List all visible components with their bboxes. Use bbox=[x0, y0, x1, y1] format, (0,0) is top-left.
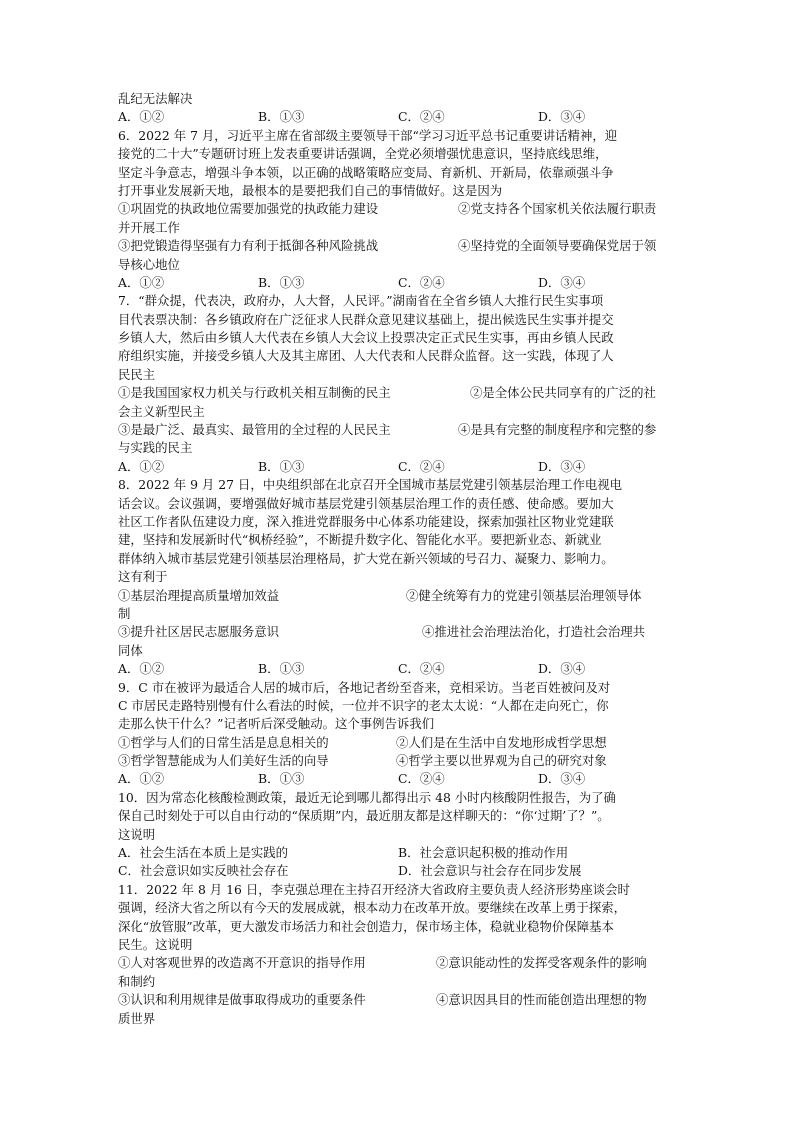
choice-a: A．社会生活在本质上是实践的 bbox=[118, 845, 289, 861]
stem-line: 乡镇人大，然后由乡镇人大代表在乡镇人大会议上投票决定正式民生实事，再由乡镇人民政 bbox=[118, 330, 614, 346]
statement-2: ②党支持各个国家机关依法履行职责 bbox=[458, 201, 657, 217]
question-6 bbox=[118, 127, 680, 293]
statement-3: ③认识和利用规律是做事取得成功的重要条件 bbox=[118, 992, 366, 1008]
option-c: C．②④ bbox=[398, 771, 445, 787]
statement-row bbox=[118, 237, 680, 255]
option-c: C．②④ bbox=[398, 109, 445, 125]
question-8 bbox=[118, 476, 680, 678]
option-c: C．②④ bbox=[398, 661, 445, 677]
option-a: A．①② bbox=[118, 661, 165, 677]
statement-1: ①巩固党的执政地位需要加强党的执政能力建设 bbox=[118, 201, 379, 217]
exam-page bbox=[118, 90, 680, 1028]
stem-line: 11．2022 年 8 月 16 日，李克强总理在主持召开经济大省政府主要负责人经济形势座谈会时 bbox=[118, 881, 630, 897]
statement-continuation: 和制约 bbox=[118, 973, 156, 989]
option-a: A．①② bbox=[118, 771, 165, 787]
option-c: C．②④ bbox=[398, 274, 445, 290]
option-b: B．①③ bbox=[258, 109, 305, 125]
statement-continuation: 同体 bbox=[118, 642, 143, 658]
option-d: D．③④ bbox=[538, 274, 586, 290]
options-row bbox=[118, 770, 680, 788]
statement-row bbox=[118, 734, 680, 752]
option-c: C．②④ bbox=[398, 458, 445, 474]
question-7 bbox=[118, 292, 680, 476]
option-b: B．①③ bbox=[258, 661, 305, 677]
option-b: B．①③ bbox=[258, 458, 305, 474]
statement-continuation: 制 bbox=[118, 605, 131, 621]
option-d: D．③④ bbox=[538, 771, 586, 787]
statement-row bbox=[118, 954, 680, 972]
stem-line: 民生。这说明 bbox=[118, 936, 193, 952]
stem-line: 坚定斗争意志，增强斗争本领，以正确的战略策略应变局、育新机、开新局，依靠顽强斗争 bbox=[118, 164, 614, 180]
option-a: A．①② bbox=[118, 109, 165, 125]
choice-row bbox=[118, 862, 680, 880]
options-row bbox=[118, 274, 680, 292]
statement-continuation: 与实践的民主 bbox=[118, 440, 193, 456]
stem-line: 群体纳入城市基层党建引领基层治理格局，扩大党在新兴领域的号召力、凝聚力、影响力。 bbox=[118, 550, 614, 566]
stem-line: 这说明 bbox=[118, 826, 156, 842]
statement-4: ④哲学主要以世界观为自己的研究对象 bbox=[396, 753, 607, 769]
statement-row bbox=[118, 752, 680, 770]
statement-continuation: 并开展工作 bbox=[118, 219, 180, 235]
stem-line: 8．2022 年 9 月 27 日，中央组织部在北京召开全国城市基层党建引领基层治理工作电视电 bbox=[118, 477, 623, 493]
statement-2: ②健全统筹有力的党建引领基层治理领导体 bbox=[406, 587, 642, 603]
statement-continuation: 会主义新型民主 bbox=[118, 403, 205, 419]
statement-2: ②是全体公民共同享有的广泛的社 bbox=[470, 385, 656, 401]
choice-row bbox=[118, 844, 680, 862]
stem-line: C 市居民走路特别慢有什么看法的时候，一位并不识字的老太太说：“人都在走向死亡，你 bbox=[118, 697, 609, 713]
statement-3: ③提升社区居民志愿服务意识 bbox=[118, 624, 280, 640]
statement-3: ③把党锻造得坚强有力有利于抵御各种风险挑战 bbox=[118, 238, 379, 254]
stem-line: 民民主 bbox=[118, 366, 156, 382]
option-a: A．①② bbox=[118, 458, 165, 474]
stem-line: 6．2022 年 7 月，习近平主席在省部级主要领导干部“学习习近平总书记重要讲话精神，迎 bbox=[118, 127, 618, 143]
option-b: B．①③ bbox=[258, 274, 305, 290]
stem-line: 走那么快干什么？”记者听后深受触动。这个事例告诉我们 bbox=[118, 716, 435, 732]
statement-1: ①人对客观世界的改造离不开意识的指导作用 bbox=[118, 955, 366, 971]
stem-line: 社区工作者队伍建设力度，深入推进党群服务中心体系功能建设，探索加强社区物业党建联 bbox=[118, 513, 614, 529]
options-row bbox=[118, 458, 680, 476]
statement-row bbox=[118, 991, 680, 1009]
option-d: D．③④ bbox=[538, 109, 586, 125]
stem-line: 强调，经济大省之所以有今天的发展成就，根本动力在改革开放。要继续在改革上勇于探索， bbox=[118, 900, 627, 916]
question-11 bbox=[118, 881, 680, 1028]
stem-line: 接党的二十大”专题研讨班上发表重要讲话强调，全党必须增强忧患意识，坚持底线思维， bbox=[118, 146, 608, 162]
stem-line: 府组织实施，并接受乡镇人大及其主席团、人大代表和人民群众监督。这一实践，体现了人 bbox=[118, 348, 614, 364]
statement-4: ④意识因具目的性而能创造出理想的物 bbox=[436, 992, 647, 1008]
choice-d: D．社会意识与社会存在同步发展 bbox=[398, 863, 582, 879]
stem-line: 9．C 市在被评为最适合人居的城市后，各地记者纷至沓来，竞相采访。当老百姓被问及对 bbox=[118, 679, 611, 695]
statement-3: ③是最广泛、最真实、最管用的全过程的人民民主 bbox=[118, 422, 391, 438]
stem-line: 打开事业发展新天地，最根本的是要把我们自己的事情做好。这是因为 bbox=[118, 182, 503, 198]
stem-line: 乱纪无法解决 bbox=[118, 91, 193, 106]
stem-line: 目代表票决制：各乡镇政府在广泛征求人民群众意见建议基础上，提出候选民生实事并提交 bbox=[118, 311, 614, 327]
statement-4: ④坚持党的全面领导要确保党居于领 bbox=[458, 238, 657, 254]
statement-2: ②意识能动性的发挥受客观条件的影响 bbox=[436, 955, 647, 971]
stem-line: 7．“群众提，代表决，政府办，人大督，人民评。”湖南省在全省乡镇人大推行民生实事项 bbox=[118, 293, 604, 309]
option-a: A．①② bbox=[118, 274, 165, 290]
options-row bbox=[118, 660, 680, 678]
statement-4: ④是具有完整的制度程序和完整的参 bbox=[458, 422, 657, 438]
question-5 bbox=[118, 90, 680, 127]
statement-row bbox=[118, 587, 680, 605]
question-10 bbox=[118, 789, 680, 881]
stem-line: 深化“放管服”改革，更大激发市场活力和社会创造力，保市场主体，稳就业稳物价保障基本 bbox=[118, 918, 614, 934]
stem-line: 建，坚持和发展新时代“枫桥经验”，不断提升数字化、智能化水平。要把新业态、新就业 bbox=[118, 532, 602, 548]
choice-c: C．社会意识如实反映社会存在 bbox=[118, 863, 289, 879]
options-row bbox=[118, 108, 680, 126]
statement-1: ①是我国国家权力机关与行政机关相互制衡的民主 bbox=[118, 385, 391, 401]
statement-row bbox=[118, 623, 680, 641]
statement-1: ①基层治理提高质量增加效益 bbox=[118, 587, 280, 603]
question-9 bbox=[118, 679, 680, 789]
statement-2: ②人们是在生活中自发地形成哲学思想 bbox=[396, 734, 607, 750]
stem-line: 话会议。会议强调，要增强做好城市基层党建引领基层治理工作的责任感、使命感。要加大 bbox=[118, 495, 614, 511]
statement-1: ①哲学与人们的日常生活是息息相关的 bbox=[118, 734, 329, 750]
statement-continuation: 导核心地位 bbox=[118, 256, 180, 272]
statement-row bbox=[118, 384, 680, 402]
stem-line: 保自己时刻处于可以自由行动的“保质期”内，最近朋友都是这样聊天的：“你‘过期’了？”。 bbox=[118, 808, 610, 824]
statement-4: ④推进社会治理法治化，打造社会治理共 bbox=[422, 624, 646, 640]
statement-3: ③哲学智慧能成为人们美好生活的向导 bbox=[118, 753, 329, 769]
statement-continuation: 质世界 bbox=[118, 1010, 156, 1026]
stem-line: 10．因为常态化核酸检测政策，最近无论到哪儿都得出示 48 小时内核酸阴性报告，为了确 bbox=[118, 789, 616, 805]
option-d: D．③④ bbox=[538, 458, 586, 474]
statement-row bbox=[118, 421, 680, 439]
choice-b: B．社会意识起积极的推动作用 bbox=[398, 845, 569, 861]
option-b: B．①③ bbox=[258, 771, 305, 787]
stem-line: 这有利于 bbox=[118, 569, 168, 585]
statement-row bbox=[118, 200, 680, 218]
option-d: D．③④ bbox=[538, 661, 586, 677]
